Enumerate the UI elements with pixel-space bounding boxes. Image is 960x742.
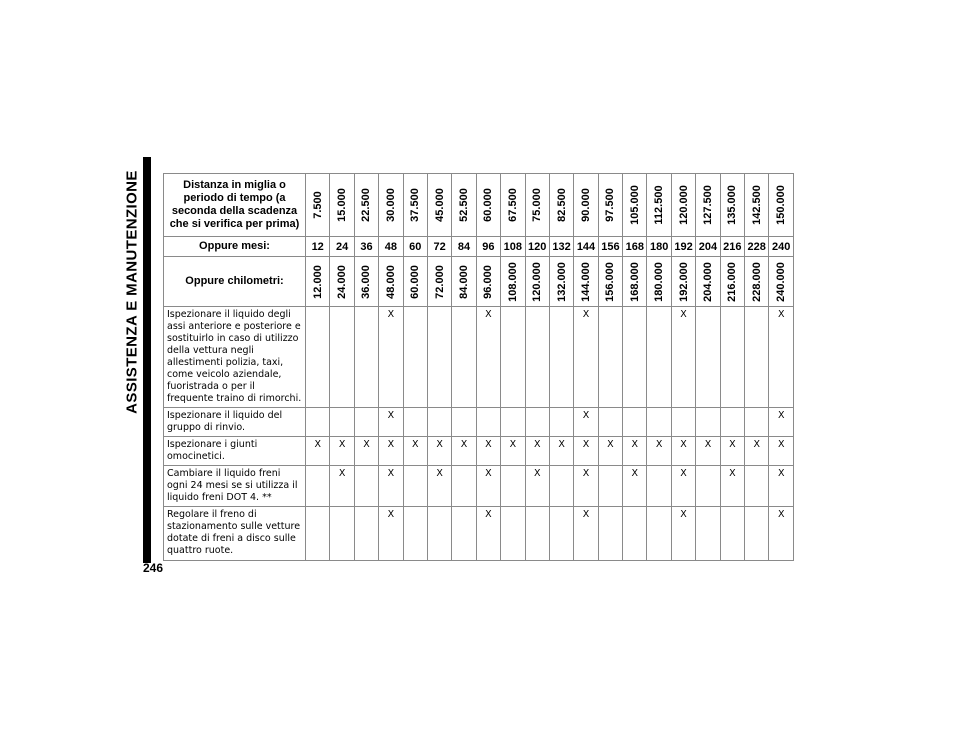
mileage-value: 142.500	[750, 185, 763, 225]
km-cell	[696, 257, 720, 307]
km-cell	[403, 257, 427, 307]
km-value: 132.000	[555, 261, 568, 302]
service-mark	[598, 466, 622, 507]
service-mark	[501, 507, 525, 561]
mileage-value: 37.500	[409, 188, 422, 222]
months-value: 228	[745, 237, 769, 257]
km-value: 192.000	[677, 261, 690, 302]
service-mark	[306, 408, 330, 437]
service-mark	[354, 307, 378, 408]
service-mark: X	[745, 437, 769, 466]
maintenance-item-row	[164, 466, 794, 507]
service-mark: X	[623, 466, 647, 507]
km-cell	[647, 257, 671, 307]
mileage-value: 135.000	[726, 185, 739, 225]
service-mark: X	[330, 437, 354, 466]
service-mark: X	[330, 466, 354, 507]
months-value: 84	[452, 237, 476, 257]
service-mark	[452, 507, 476, 561]
service-mark: X	[720, 437, 744, 466]
service-mark: X	[354, 437, 378, 466]
service-mark	[745, 408, 769, 437]
service-mark: X	[379, 507, 403, 561]
maintenance-item-row	[164, 408, 794, 437]
months-value: 24	[330, 237, 354, 257]
mileage-value: 112.500	[653, 185, 666, 225]
km-cell	[306, 257, 330, 307]
service-mark	[647, 466, 671, 507]
service-mark	[330, 307, 354, 408]
km-cell	[720, 257, 744, 307]
mileage-cell	[379, 174, 403, 237]
km-value: 36.000	[360, 264, 373, 299]
mileage-cell	[403, 174, 427, 237]
service-mark	[354, 466, 378, 507]
service-mark: X	[623, 437, 647, 466]
service-mark: X	[769, 307, 794, 408]
service-mark: X	[427, 466, 451, 507]
mileage-value: 7.500	[311, 191, 324, 219]
service-mark	[696, 307, 720, 408]
service-mark: X	[427, 437, 451, 466]
mileage-value: 30.000	[384, 188, 397, 222]
mileage-value: 120.000	[677, 185, 690, 225]
km-cell	[427, 257, 451, 307]
km-value: 24.000	[336, 264, 349, 299]
service-mark	[598, 307, 622, 408]
maintenance-item-row	[164, 507, 794, 561]
service-mark	[525, 408, 549, 437]
service-mark	[525, 507, 549, 561]
months-value: 216	[720, 237, 744, 257]
mileage-cell	[549, 174, 573, 237]
mileage-cell	[647, 174, 671, 237]
mileage-cell	[525, 174, 549, 237]
km-value: 72.000	[433, 264, 446, 299]
km-value: 168.000	[628, 261, 641, 302]
service-mark	[403, 307, 427, 408]
km-cell	[525, 257, 549, 307]
km-cell	[452, 257, 476, 307]
mileage-value: 60.000	[482, 188, 495, 222]
service-mark: X	[769, 466, 794, 507]
km-value: 12.000	[311, 264, 324, 299]
km-cell	[623, 257, 647, 307]
service-mark: X	[476, 307, 500, 408]
service-mark	[354, 507, 378, 561]
mileage-value: 75.000	[531, 188, 544, 222]
mileage-cell	[720, 174, 744, 237]
service-mark: X	[476, 466, 500, 507]
service-mark	[647, 307, 671, 408]
service-mark: X	[525, 437, 549, 466]
months-value: 60	[403, 237, 427, 257]
mileage-value: 52.500	[458, 188, 471, 222]
distance-header: Distanza in miglia o periodo di tempo (a seconda della scadenza che si verifica per prima)	[164, 174, 306, 237]
service-mark: X	[403, 437, 427, 466]
service-mark	[671, 408, 695, 437]
service-mark	[745, 466, 769, 507]
service-mark	[696, 408, 720, 437]
service-mark: X	[501, 437, 525, 466]
maintenance-item-row	[164, 307, 794, 408]
service-mark	[452, 408, 476, 437]
service-mark: X	[379, 307, 403, 408]
mileage-cell	[769, 174, 794, 237]
km-cell	[501, 257, 525, 307]
mileage-value: 97.500	[604, 188, 617, 222]
km-value: 84.000	[458, 264, 471, 299]
months-value: 240	[769, 237, 794, 257]
service-mark	[549, 507, 573, 561]
months-value: 120	[525, 237, 549, 257]
service-mark	[403, 466, 427, 507]
mileage-cell	[598, 174, 622, 237]
mileage-cell	[452, 174, 476, 237]
service-mark: X	[525, 466, 549, 507]
service-mark: X	[452, 437, 476, 466]
km-cell	[671, 257, 695, 307]
service-mark	[647, 507, 671, 561]
service-mark: X	[696, 437, 720, 466]
km-value: 48.000	[384, 264, 397, 299]
service-mark: X	[574, 408, 598, 437]
mileage-value: 67.500	[506, 188, 519, 222]
mileage-cell	[330, 174, 354, 237]
months-value: 48	[379, 237, 403, 257]
service-mark: X	[720, 466, 744, 507]
mileage-cell	[354, 174, 378, 237]
service-mark: X	[379, 408, 403, 437]
mileage-value: 127.500	[701, 185, 714, 225]
service-mark	[501, 307, 525, 408]
mileage-cell	[427, 174, 451, 237]
mileage-cell	[306, 174, 330, 237]
km-cell	[354, 257, 378, 307]
mileage-cell	[623, 174, 647, 237]
service-mark	[720, 507, 744, 561]
mileage-header-row	[164, 174, 794, 237]
mileage-value: 150.000	[775, 185, 788, 225]
months-header: Oppure mesi:	[164, 237, 306, 257]
mileage-cell	[745, 174, 769, 237]
service-mark	[403, 507, 427, 561]
km-value: 60.000	[409, 264, 422, 299]
km-cell	[745, 257, 769, 307]
months-value: 108	[501, 237, 525, 257]
service-mark	[501, 466, 525, 507]
service-mark	[647, 408, 671, 437]
service-mark	[427, 408, 451, 437]
mileage-cell	[671, 174, 695, 237]
months-value: 192	[671, 237, 695, 257]
months-value: 180	[647, 237, 671, 257]
service-mark	[501, 408, 525, 437]
service-mark	[306, 466, 330, 507]
maintenance-item-row	[164, 437, 794, 466]
service-mark: X	[549, 437, 573, 466]
service-mark	[623, 408, 647, 437]
service-mark	[452, 307, 476, 408]
service-mark	[452, 466, 476, 507]
service-mark	[403, 408, 427, 437]
months-value: 132	[549, 237, 573, 257]
months-value: 204	[696, 237, 720, 257]
service-mark: X	[769, 408, 794, 437]
service-mark	[525, 307, 549, 408]
service-mark: X	[476, 437, 500, 466]
months-header-row	[164, 237, 794, 257]
km-header-row	[164, 257, 794, 307]
km-value: 204.000	[701, 261, 714, 302]
maintenance-item-label: Ispezionare il liquido del gruppo di rinvio.	[164, 408, 306, 437]
km-cell	[379, 257, 403, 307]
service-mark	[720, 408, 744, 437]
service-mark	[330, 408, 354, 437]
service-mark: X	[598, 437, 622, 466]
service-mark: X	[306, 437, 330, 466]
service-mark	[720, 307, 744, 408]
km-value: 156.000	[604, 261, 617, 302]
km-value: 96.000	[482, 264, 495, 299]
mileage-value: 105.000	[628, 185, 641, 225]
service-mark: X	[671, 466, 695, 507]
service-mark	[549, 408, 573, 437]
maintenance-item-label: Ispezionare i giunti omocinetici.	[164, 437, 306, 466]
service-mark	[598, 408, 622, 437]
service-mark: X	[379, 437, 403, 466]
section-title-text: ASSISTENZA E MANUTENZIONE	[123, 169, 141, 414]
km-value: 120.000	[531, 261, 544, 302]
service-mark	[745, 507, 769, 561]
km-value: 228.000	[750, 261, 763, 302]
service-mark: X	[769, 507, 794, 561]
page-number: 246	[143, 561, 164, 575]
km-cell	[549, 257, 573, 307]
mileage-value: 15.000	[336, 188, 349, 222]
service-mark	[696, 466, 720, 507]
service-mark	[476, 408, 500, 437]
months-value: 36	[354, 237, 378, 257]
service-mark	[330, 507, 354, 561]
mileage-cell	[574, 174, 598, 237]
maintenance-item-label: Cambiare il liquido freni ogni 24 mesi se si utilizza il liquido freni DOT 4. **	[164, 466, 306, 507]
mileage-cell	[476, 174, 500, 237]
months-value: 72	[427, 237, 451, 257]
km-cell	[330, 257, 354, 307]
mileage-value: 22.500	[360, 188, 373, 222]
months-value: 168	[623, 237, 647, 257]
km-cell	[574, 257, 598, 307]
service-mark: X	[574, 437, 598, 466]
service-mark: X	[574, 307, 598, 408]
months-value: 156	[598, 237, 622, 257]
service-mark: X	[379, 466, 403, 507]
service-mark: X	[476, 507, 500, 561]
months-value: 144	[574, 237, 598, 257]
service-mark	[549, 466, 573, 507]
km-value: 240.000	[775, 261, 788, 302]
service-mark: X	[671, 507, 695, 561]
service-mark	[354, 408, 378, 437]
service-mark: X	[671, 307, 695, 408]
service-mark	[623, 307, 647, 408]
maintenance-item-label: Regolare il freno di stazionamento sulle vetture dotate di freni a disco sulle quattro ruote.	[164, 507, 306, 561]
service-mark: X	[769, 437, 794, 466]
km-cell	[769, 257, 794, 307]
mileage-cell	[696, 174, 720, 237]
service-mark	[623, 507, 647, 561]
service-mark	[696, 507, 720, 561]
km-value: 216.000	[726, 261, 739, 302]
service-mark	[427, 307, 451, 408]
service-mark: X	[671, 437, 695, 466]
service-mark	[745, 307, 769, 408]
mileage-value: 82.500	[555, 188, 568, 222]
service-mark	[306, 307, 330, 408]
service-mark	[598, 507, 622, 561]
service-mark: X	[574, 466, 598, 507]
months-value: 96	[476, 237, 500, 257]
mileage-value: 45.000	[433, 188, 446, 222]
service-mark	[549, 307, 573, 408]
months-value: 12	[306, 237, 330, 257]
mileage-cell	[501, 174, 525, 237]
km-cell	[598, 257, 622, 307]
section-sidebar-bar	[143, 157, 151, 563]
km-header: Oppure chilometri:	[164, 257, 306, 307]
service-mark: X	[647, 437, 671, 466]
km-value: 144.000	[579, 261, 592, 302]
section-title	[122, 169, 142, 414]
km-value: 108.000	[506, 261, 519, 302]
maintenance-schedule-table	[163, 173, 794, 561]
service-mark	[427, 507, 451, 561]
maintenance-item-label: Ispezionare il liquido degli assi anteriore e posteriore e sostituirlo in caso di utilizzo della vettura negli allestimenti polizia, taxi, come veicolo aziendale, fuoristrada o per il frequente traino di rimorchi.	[164, 307, 306, 408]
mileage-value: 90.000	[579, 188, 592, 222]
service-mark	[306, 507, 330, 561]
km-cell	[476, 257, 500, 307]
service-mark: X	[574, 507, 598, 561]
km-value: 180.000	[653, 261, 666, 302]
